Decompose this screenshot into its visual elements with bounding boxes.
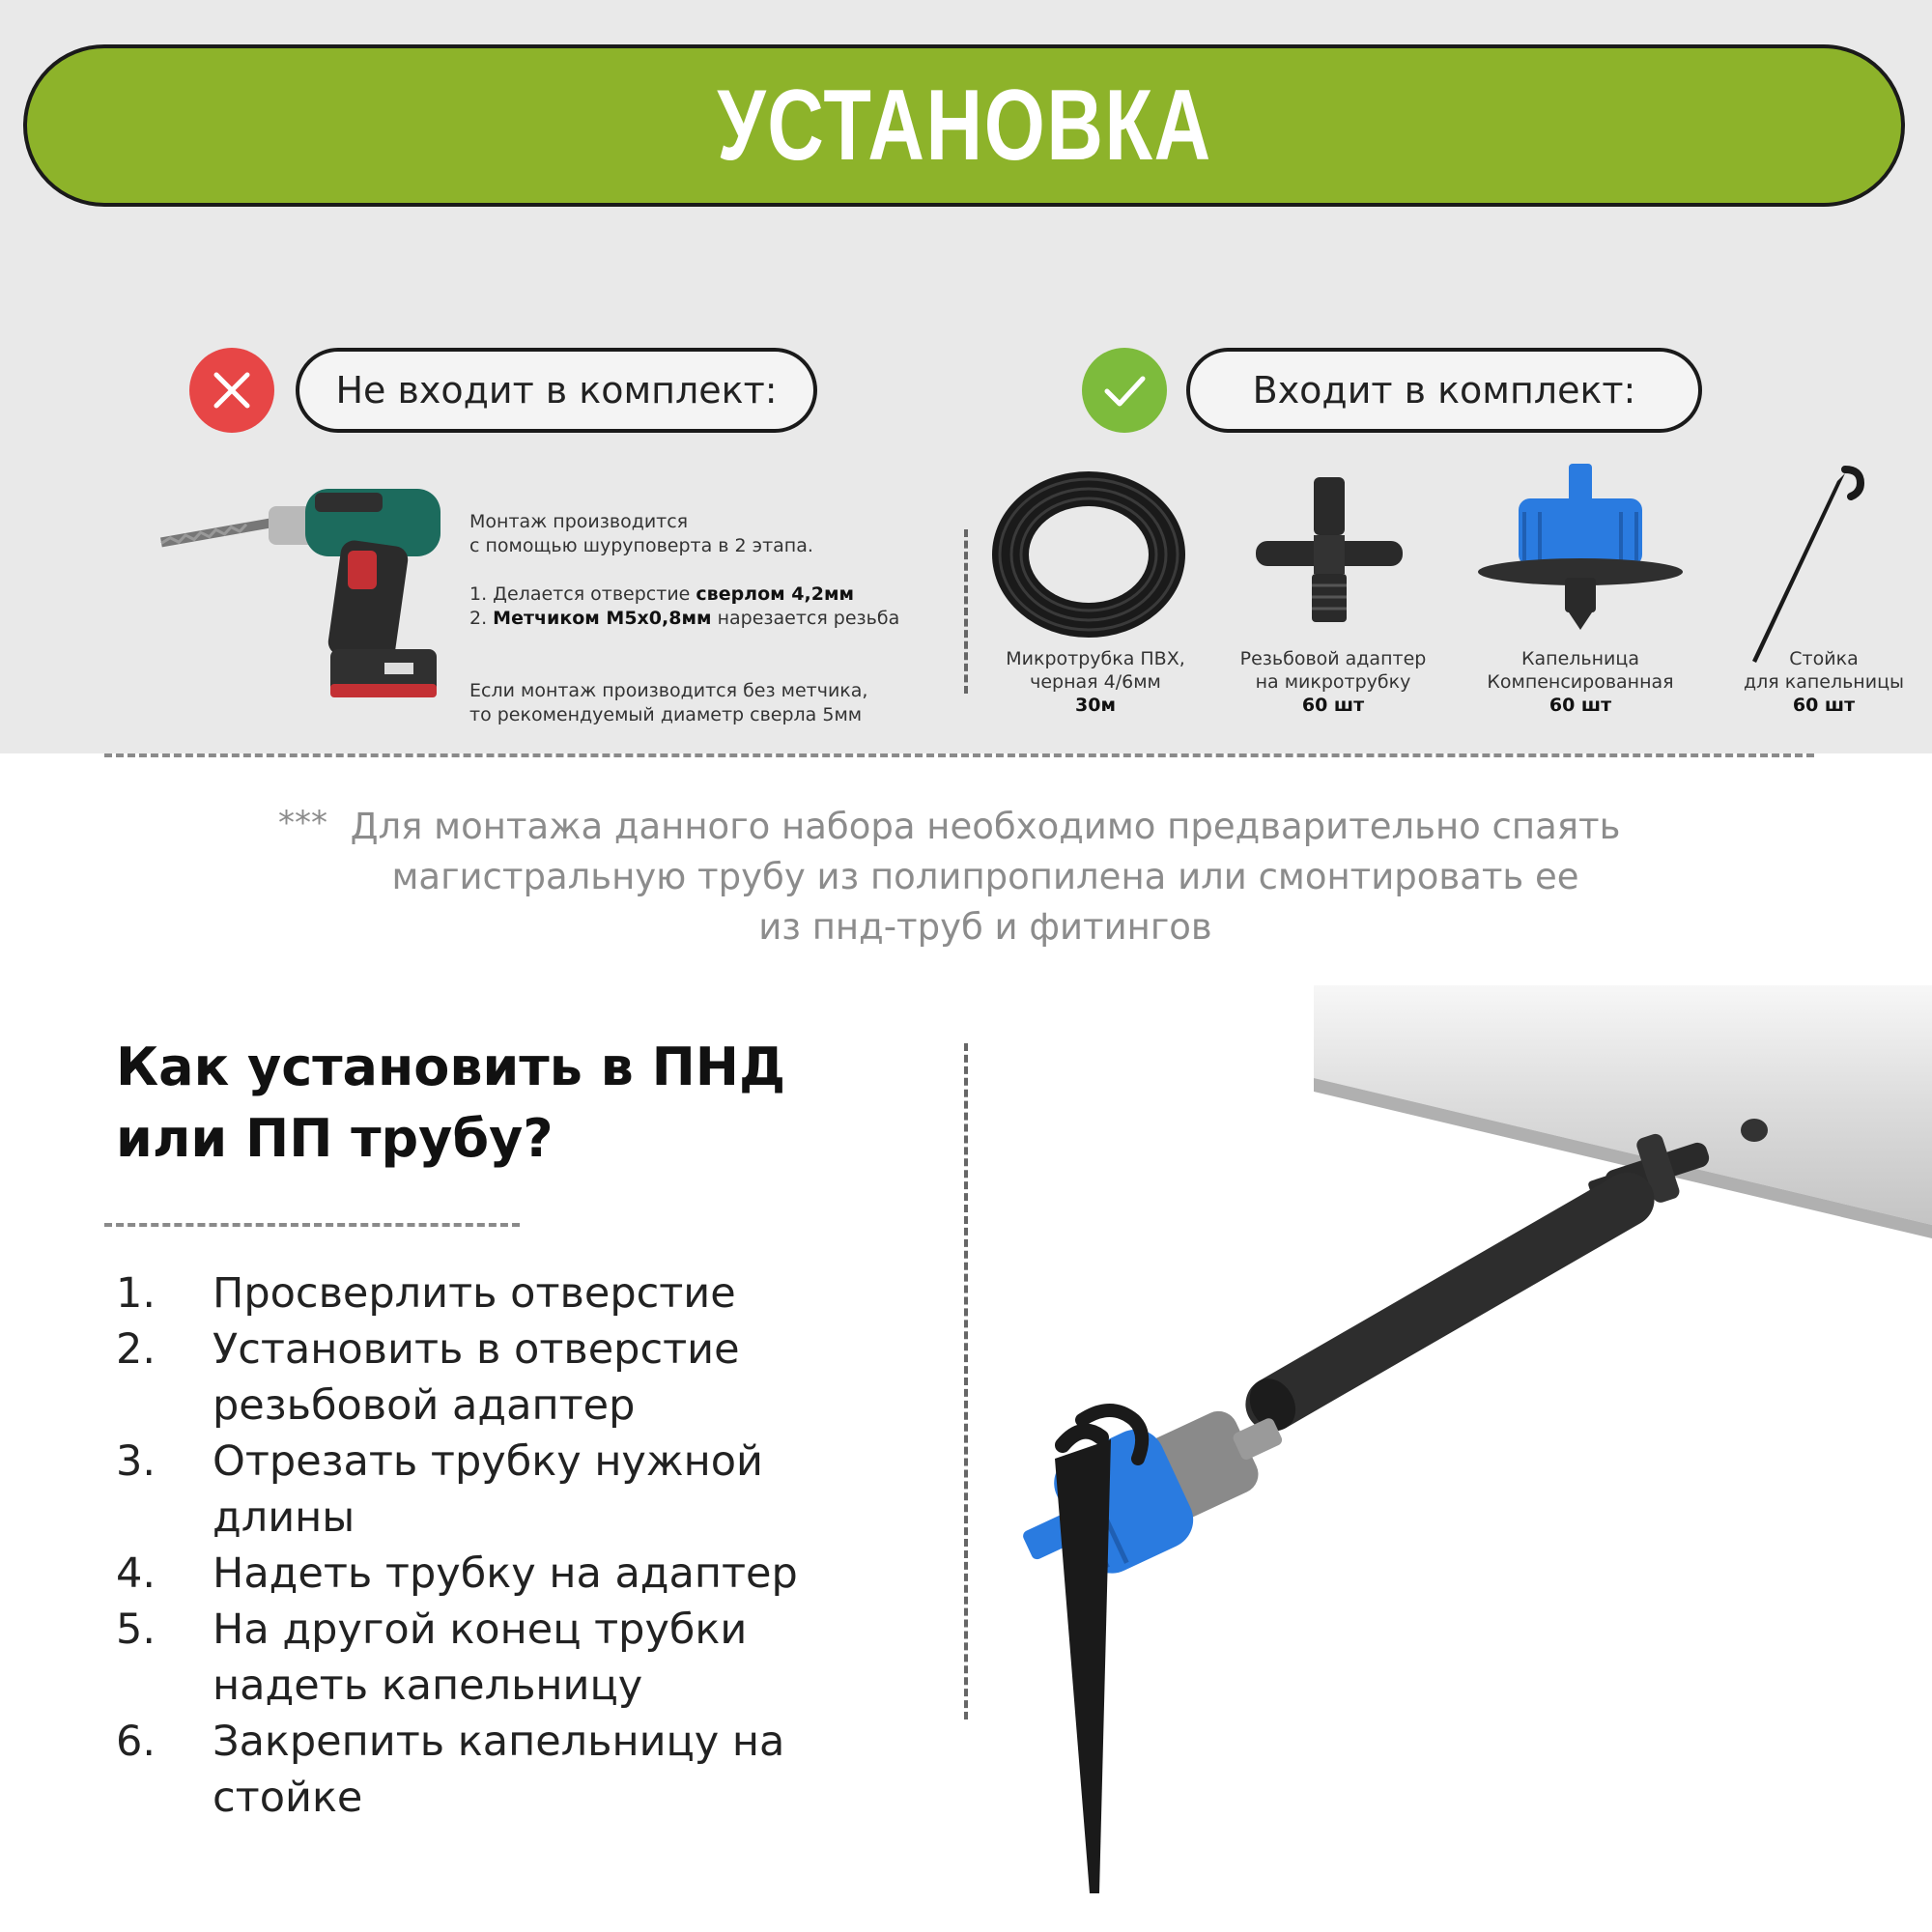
note-line: из пнд-труб и фитингов [758, 906, 1212, 948]
divider-vertical-bottom [964, 1043, 968, 1719]
note-line: Для монтажа данного набора необходимо предварительно спаять [350, 806, 1621, 847]
step-item: 6. Закрепить капельницу на стойке [116, 1718, 785, 1822]
microtube-coil-image [989, 468, 1188, 641]
title-banner [23, 44, 1905, 207]
not-included-label: Не входит в комплект: [335, 369, 778, 412]
cross-icon [189, 348, 274, 433]
installation-note [232, 802, 1739, 952]
note-stars: *** [278, 804, 327, 842]
dripper-image [1476, 464, 1685, 632]
stake-image [1748, 464, 1864, 667]
included-label: Входит в комплект: [1252, 369, 1636, 412]
thread-adapter-image [1256, 477, 1403, 622]
kit-item-microtube: Микротрубка ПВХ, черная 4/6мм 30м [1006, 648, 1185, 716]
screwdriver-drill-image [160, 469, 450, 721]
kit-item-adapter: Резьбовой адаптер на микротрубку 60 шт [1239, 648, 1427, 716]
divider-vertical-top [964, 529, 968, 694]
drill-text-line: Если монтаж производится без метчика, [469, 680, 868, 701]
kit-item-dripper: Капельница Компенсированная 60 шт [1487, 648, 1674, 716]
assembly-illustration [995, 985, 1932, 1913]
step-item: 5. На другой конец трубки надеть капельницу [116, 1605, 748, 1710]
not-included-pill [296, 348, 817, 433]
note-line: магистральную трубу из полипропилена или смонтировать ее [391, 856, 1579, 897]
step-item: 4. Надеть трубку на адаптер [116, 1549, 798, 1598]
step-item: 1. Просверлить отверстие [116, 1269, 736, 1318]
step-item: 2. Установить в отверстие резьбовой адаптер [116, 1325, 740, 1430]
kit-item-stake: Стойка для капельницы 60 шт [1743, 648, 1905, 716]
howto-divider [104, 1223, 520, 1227]
drill-text-line: Монтаж производится [469, 511, 689, 532]
step-item: 3. Отрезать трубку нужной длины [116, 1437, 763, 1542]
howto-title: Как установить в ПНД или ПП трубу? [116, 1037, 786, 1169]
included-pill [1186, 348, 1702, 433]
drill-step-1: 1. Делается отверстие сверлом 4,2мм [469, 583, 855, 605]
page-title: УСТАНОВКА [716, 69, 1212, 182]
steps-list [116, 1265, 908, 1826]
drill-step-2: 2. Метчиком М5х0,8мм нарезается резьба [469, 608, 900, 629]
drill-text-line: с помощью шуруповерта в 2 этапа. [469, 535, 813, 556]
divider-horizontal [104, 753, 1814, 757]
drill-instructions [469, 510, 952, 727]
check-icon [1082, 348, 1167, 433]
drill-text-line: то рекомендуемый диаметр сверла 5мм [469, 704, 863, 725]
